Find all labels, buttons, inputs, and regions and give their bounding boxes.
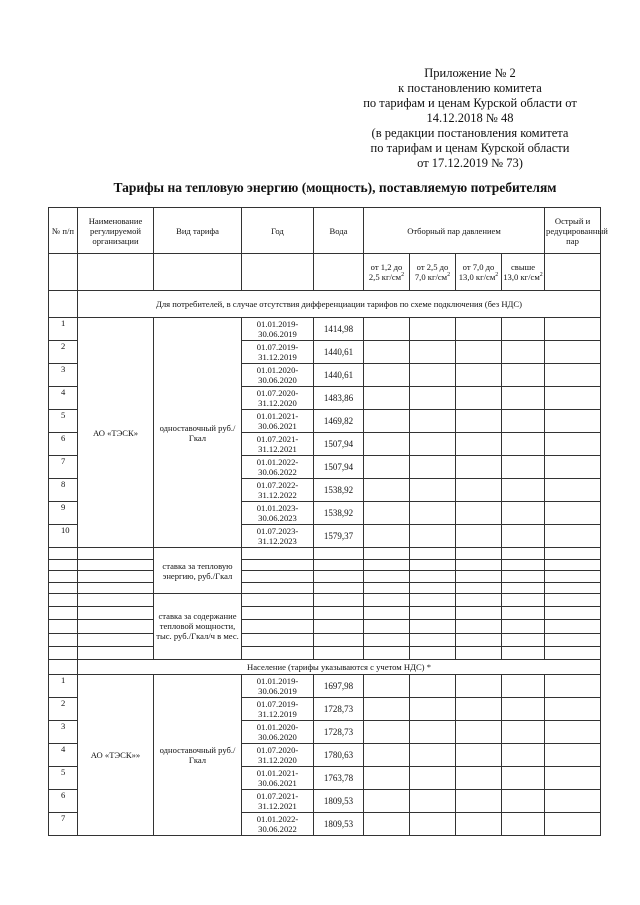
header-line: от 17.12.2019 № 73) <box>417 156 523 170</box>
empty-cell <box>545 582 601 594</box>
empty-cell <box>314 254 364 291</box>
table-row <box>49 674 601 697</box>
empty-cell <box>456 594 502 607</box>
period: 01.01.2020-30.06.2020 <box>242 720 314 743</box>
water-tariff: 1414,98 <box>314 318 364 341</box>
empty-cell <box>456 410 502 433</box>
empty-cell <box>364 456 410 479</box>
empty-cell <box>364 646 410 659</box>
empty-cell <box>456 743 502 766</box>
water-tariff: 1538,92 <box>314 502 364 525</box>
row-number: 8 <box>49 479 78 502</box>
empty-cell <box>410 789 456 812</box>
empty-cell <box>502 456 545 479</box>
row-number: 1 <box>49 318 78 341</box>
tariff-type: одноставочный руб./Гкал <box>154 674 242 835</box>
empty-cell <box>364 720 410 743</box>
empty-cell <box>545 697 601 720</box>
empty-cell <box>410 697 456 720</box>
empty-cell <box>456 633 502 646</box>
empty-cell <box>545 743 601 766</box>
water-tariff: 1780,63 <box>314 743 364 766</box>
period: 01.01.2019-30.06.2019 <box>242 674 314 697</box>
header-line: (в редакции постановления комитета <box>371 126 569 140</box>
empty-cell <box>456 571 502 583</box>
empty-cell <box>78 633 154 646</box>
empty-cell <box>49 254 78 291</box>
empty-cell <box>49 559 78 571</box>
water-tariff: 1809,53 <box>314 789 364 812</box>
appendix-header <box>340 66 600 171</box>
header-pressure-4: свыше 13,0 $кг/см^2$ <box>502 254 545 291</box>
empty-cell <box>242 582 314 594</box>
period: 01.01.2022-30.06.2022 <box>242 812 314 835</box>
empty-cell <box>410 341 456 364</box>
empty-cell <box>49 571 78 583</box>
empty-cell <box>545 410 601 433</box>
empty-cell <box>502 620 545 633</box>
empty-cell <box>314 559 364 571</box>
empty-cell <box>456 479 502 502</box>
empty-cell <box>364 594 410 607</box>
row-number: 6 <box>49 433 78 456</box>
empty-cell <box>314 633 364 646</box>
empty-cell <box>364 364 410 387</box>
empty-cell <box>456 812 502 835</box>
empty-cell <box>410 720 456 743</box>
empty-cell <box>502 607 545 620</box>
empty-cell <box>49 620 78 633</box>
empty-cell <box>545 254 601 291</box>
empty-cell <box>364 620 410 633</box>
period: 01.07.2019-31.12.2019 <box>242 341 314 364</box>
period: 01.01.2019-30.06.2019 <box>242 318 314 341</box>
empty-cell <box>364 812 410 835</box>
empty-cell <box>502 697 545 720</box>
empty-cell <box>242 548 314 560</box>
period: 01.07.2021-31.12.2021 <box>242 433 314 456</box>
row-number: 3 <box>49 720 78 743</box>
empty-cell <box>502 720 545 743</box>
row-number: 10 <box>49 525 78 548</box>
empty-cell <box>456 720 502 743</box>
tariff-table <box>48 207 608 836</box>
empty-cell <box>410 410 456 433</box>
water-tariff: 1507,94 <box>314 433 364 456</box>
empty-cell <box>242 620 314 633</box>
empty-cell <box>545 525 601 548</box>
header-org: Наименование регулируемой организации <box>78 208 154 254</box>
empty-cell <box>314 620 364 633</box>
empty-cell <box>78 646 154 659</box>
empty-cell <box>242 559 314 571</box>
empty-cell <box>364 502 410 525</box>
empty-cell <box>456 525 502 548</box>
header-sharp-steam: Острый и редуцированный пар <box>545 208 601 254</box>
empty-cell <box>410 582 456 594</box>
row-number: 5 <box>49 766 78 789</box>
document-title: Тарифы на тепловую энергию (мощность), поставляемую потребителям <box>113 180 557 195</box>
empty-cell <box>364 341 410 364</box>
empty-cell <box>410 387 456 410</box>
empty-cell <box>410 607 456 620</box>
empty-cell <box>364 743 410 766</box>
section-title: Для потребителей, в случае отсутствия дифференциации тарифов по схеме подключения (без НДС) <box>78 291 601 318</box>
empty-cell <box>545 548 601 560</box>
empty-cell <box>410 318 456 341</box>
header-line: по тарифам и ценам Курской области <box>370 141 570 155</box>
water-tariff: 1469,82 <box>314 410 364 433</box>
header-line: по тарифам и ценам Курской области от <box>363 96 577 110</box>
empty-cell <box>502 410 545 433</box>
empty-cell <box>456 318 502 341</box>
header-steam: Отборный пар давлением <box>364 208 545 254</box>
empty-cell <box>364 789 410 812</box>
empty-cell <box>545 812 601 835</box>
empty-cell <box>78 607 154 620</box>
empty-cell <box>545 341 601 364</box>
empty-cell <box>545 364 601 387</box>
empty-cell <box>545 646 601 659</box>
empty-cell <box>410 571 456 583</box>
header-line: к постановлению комитета <box>398 81 542 95</box>
empty-cell <box>410 456 456 479</box>
empty-cell <box>410 633 456 646</box>
empty-cell <box>502 743 545 766</box>
empty-cell <box>242 633 314 646</box>
empty-cell <box>364 697 410 720</box>
empty-cell <box>314 607 364 620</box>
empty-cell <box>364 571 410 583</box>
tariff-type: одноставочный руб./Гкал <box>154 318 242 548</box>
water-tariff: 1440,61 <box>314 341 364 364</box>
empty-cell <box>545 318 601 341</box>
water-tariff: 1728,73 <box>314 720 364 743</box>
empty-cell <box>364 433 410 456</box>
water-tariff: 1728,73 <box>314 697 364 720</box>
period: 01.07.2021-31.12.2021 <box>242 789 314 812</box>
empty-cell <box>410 364 456 387</box>
empty-cell <box>456 607 502 620</box>
empty-cell <box>545 633 601 646</box>
empty-cell <box>364 525 410 548</box>
water-tariff: 1538,92 <box>314 479 364 502</box>
header-pressure-3: от 7,0 до 13,0 $кг/см^2$ <box>456 254 502 291</box>
empty-cell <box>364 548 410 560</box>
empty-cell <box>410 559 456 571</box>
empty-cell <box>314 582 364 594</box>
empty-cell <box>242 646 314 659</box>
org-name: АО «ТЭСК»» <box>78 674 154 835</box>
row-number: 3 <box>49 364 78 387</box>
row-number: 4 <box>49 743 78 766</box>
empty-cell <box>502 633 545 646</box>
water-tariff: 1507,94 <box>314 456 364 479</box>
row-number: 4 <box>49 387 78 410</box>
empty-cell <box>545 502 601 525</box>
empty-cell <box>545 387 601 410</box>
empty-cell <box>364 607 410 620</box>
empty-cell <box>502 433 545 456</box>
water-tariff: 1579,37 <box>314 525 364 548</box>
empty-cell <box>410 766 456 789</box>
empty-cell <box>456 582 502 594</box>
empty-cell <box>410 646 456 659</box>
empty-cell <box>456 433 502 456</box>
empty-cell <box>410 548 456 560</box>
empty-cell <box>410 743 456 766</box>
period: 01.01.2022-30.06.2022 <box>242 456 314 479</box>
empty-cell <box>456 364 502 387</box>
row-number: 5 <box>49 410 78 433</box>
empty-cell <box>410 502 456 525</box>
empty-cell <box>364 559 410 571</box>
empty-cell <box>545 674 601 697</box>
empty-cell <box>78 548 154 560</box>
empty-cell <box>364 387 410 410</box>
empty-cell <box>545 720 601 743</box>
empty-cell <box>502 318 545 341</box>
water-tariff: 1809,53 <box>314 812 364 835</box>
empty-cell <box>545 479 601 502</box>
empty-cell <box>154 254 242 291</box>
empty-cell <box>242 254 314 291</box>
empty-cell <box>410 812 456 835</box>
empty-cell <box>502 766 545 789</box>
empty-cell <box>502 559 545 571</box>
empty-cell <box>545 571 601 583</box>
period: 01.01.2021-30.06.2021 <box>242 766 314 789</box>
empty-cell <box>314 646 364 659</box>
row-number: 6 <box>49 789 78 812</box>
empty-cell <box>456 456 502 479</box>
empty-cell <box>49 659 78 674</box>
rate-energy: ставка за тепловую энергию, руб./Гкал <box>154 548 242 594</box>
section-title: Население (тарифы указываются с учетом НДС) * <box>78 659 601 674</box>
empty-cell <box>502 812 545 835</box>
empty-cell <box>78 594 154 607</box>
row-number: 7 <box>49 456 78 479</box>
water-tariff: 1763,78 <box>314 766 364 789</box>
empty-cell <box>502 571 545 583</box>
empty-cell <box>410 620 456 633</box>
empty-cell <box>456 502 502 525</box>
row-number: 9 <box>49 502 78 525</box>
empty-cell <box>545 559 601 571</box>
water-tariff: 1697,98 <box>314 674 364 697</box>
empty-cell <box>364 766 410 789</box>
empty-cell <box>456 789 502 812</box>
header-line: 14.12.2018 № 48 <box>426 111 514 125</box>
row-number: 7 <box>49 812 78 835</box>
empty-cell <box>545 620 601 633</box>
empty-cell <box>364 479 410 502</box>
empty-cell <box>545 594 601 607</box>
empty-cell <box>456 387 502 410</box>
empty-cell <box>545 433 601 456</box>
empty-cell <box>364 410 410 433</box>
period: 01.07.2020-31.12.2020 <box>242 743 314 766</box>
empty-cell <box>364 674 410 697</box>
period: 01.01.2020-30.06.2020 <box>242 364 314 387</box>
empty-cell <box>545 789 601 812</box>
empty-cell <box>502 646 545 659</box>
org-name: АО «ТЭСК» <box>78 318 154 548</box>
empty-cell <box>49 607 78 620</box>
empty-cell <box>545 766 601 789</box>
period: 01.07.2020-31.12.2020 <box>242 387 314 410</box>
empty-cell <box>502 789 545 812</box>
water-tariff: 1440,61 <box>314 364 364 387</box>
empty-cell <box>410 433 456 456</box>
empty-cell <box>314 594 364 607</box>
table-row <box>49 318 601 341</box>
empty-cell <box>364 633 410 646</box>
header-pressure-1: от 1,2 до 2,5 $кг/см^2$ <box>364 254 410 291</box>
empty-cell <box>456 341 502 364</box>
period: 01.01.2021-30.06.2021 <box>242 410 314 433</box>
empty-cell <box>242 594 314 607</box>
empty-cell <box>502 674 545 697</box>
row-number: 2 <box>49 341 78 364</box>
empty-cell <box>502 502 545 525</box>
empty-cell <box>456 620 502 633</box>
empty-cell <box>78 559 154 571</box>
empty-cell <box>456 559 502 571</box>
row-number: 1 <box>49 674 78 697</box>
empty-cell <box>456 646 502 659</box>
header-num: № п/п <box>49 208 78 254</box>
empty-cell <box>502 341 545 364</box>
period: 01.07.2022-31.12.2022 <box>242 479 314 502</box>
empty-cell <box>49 633 78 646</box>
header-year: Год <box>242 208 314 254</box>
empty-cell <box>78 582 154 594</box>
empty-cell <box>78 620 154 633</box>
period: 01.01.2023-30.06.2023 <box>242 502 314 525</box>
empty-cell <box>78 571 154 583</box>
period: 01.07.2019-31.12.2019 <box>242 697 314 720</box>
empty-cell <box>456 697 502 720</box>
water-tariff: 1483,86 <box>314 387 364 410</box>
empty-cell <box>410 479 456 502</box>
row-number: 2 <box>49 697 78 720</box>
empty-cell <box>502 364 545 387</box>
empty-cell <box>502 582 545 594</box>
empty-cell <box>49 291 78 318</box>
empty-cell <box>242 607 314 620</box>
rate-power: ставка за содержание тепловой мощности, тыс. руб./Гкал/ч в мес. <box>154 594 242 660</box>
empty-cell <box>49 594 78 607</box>
empty-cell <box>364 582 410 594</box>
period: 01.07.2023-31.12.2023 <box>242 525 314 548</box>
empty-cell <box>364 318 410 341</box>
empty-cell <box>456 674 502 697</box>
empty-cell <box>502 525 545 548</box>
empty-cell <box>502 387 545 410</box>
empty-cell <box>314 548 364 560</box>
empty-cell <box>242 571 314 583</box>
empty-cell <box>502 594 545 607</box>
empty-cell <box>410 594 456 607</box>
empty-cell <box>49 548 78 560</box>
empty-cell <box>502 479 545 502</box>
empty-cell <box>410 525 456 548</box>
empty-cell <box>49 582 78 594</box>
empty-cell <box>314 571 364 583</box>
header-water: Вода <box>314 208 364 254</box>
empty-cell <box>78 254 154 291</box>
empty-cell <box>410 674 456 697</box>
empty-cell <box>545 456 601 479</box>
header-line: Приложение № 2 <box>424 66 516 80</box>
header-tariff-type: Вид тарифа <box>154 208 242 254</box>
empty-cell <box>49 646 78 659</box>
empty-cell <box>456 548 502 560</box>
header-pressure-2: от 2,5 до 7,0 $кг/см^2$ <box>410 254 456 291</box>
empty-cell <box>502 548 545 560</box>
empty-cell <box>456 766 502 789</box>
empty-cell <box>545 607 601 620</box>
